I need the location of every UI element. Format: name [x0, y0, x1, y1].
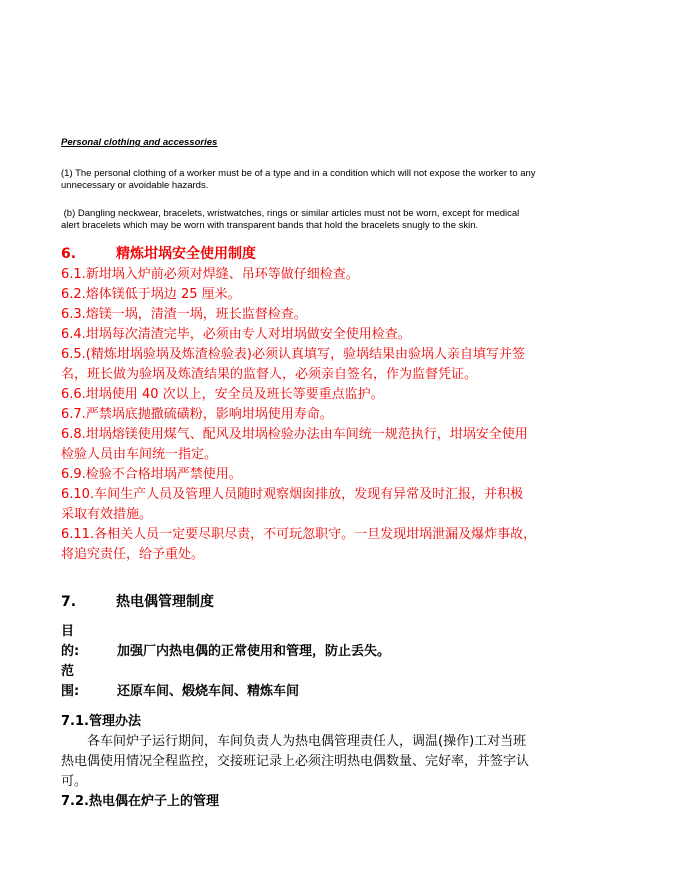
rule-line: 6.4.坩埚每次清渣完毕，必须由专人对坩埚做安全使用检查。	[61, 327, 411, 342]
rule-line: 6.5.(精炼坩埚验埚及炼渣检验表)必须认真填写，验埚结果由验埚人亲自填写并签	[61, 347, 525, 362]
section-number: 7.	[61, 594, 77, 610]
purpose-value: 加强厂内热电偶的正常使用和管理，防止丢失。	[117, 644, 391, 659]
rule-line: 将追究责任，给予重处。	[61, 547, 205, 562]
section-6	[61, 244, 631, 565]
section-title: 精炼坩埚安全使用制度	[116, 246, 256, 262]
rule-line: 6.9.检验不合格坩埚严禁使用。	[61, 467, 242, 482]
paragraph-line: 可。	[61, 774, 88, 789]
scope-line	[61, 662, 631, 702]
text-line: alert bracelets which may be worn with transparent bands that hold the bracelets snugly to the skin.	[61, 220, 479, 231]
rule-line: 6.3.熔镁一埚，清渣一埚，班长监督检查。	[61, 307, 307, 322]
text-line: unnecessary or avoidable hazards.	[61, 180, 209, 191]
section-title: 热电偶管理制度	[116, 594, 214, 610]
text-line: (1) The personal clothing of a worker must be of a type and in a condition which will not expose the worker to any	[61, 168, 536, 179]
rule-line: 名，班长做为验埚及炼渣结果的监督人，必须亲自签名，作为监督凭证。	[61, 367, 478, 382]
rule-line: 6.8.坩埚熔镁使用煤气、配风及坩埚检验办法由车间统一规范执行，坩埚安全使用	[61, 427, 528, 442]
rule-line: 6.1.新坩埚入炉前必须对焊缝、吊环等做仔细检查。	[61, 267, 359, 282]
section-number: 6.	[61, 246, 77, 262]
section-7	[61, 592, 631, 812]
paragraph-line: 热电偶使用情况全程监控，交接班记录上必须注明热电偶数量、完好率，并签字认	[61, 754, 530, 769]
rule-line: 采取有效措施。	[61, 507, 153, 522]
clothing-paragraph-2	[61, 208, 519, 232]
scope-value: 还原车间、煅烧车间、精炼车间	[117, 684, 300, 699]
text-line: (b) Dangling neckwear, bracelets, wristwatches, rings or similar articles must not be worn, except for medical	[61, 208, 520, 219]
clothing-heading: Personal clothing and accessories	[61, 137, 218, 148]
clothing-paragraph-1	[61, 168, 536, 192]
purpose-line	[61, 622, 631, 662]
rule-line: 6.6.坩埚使用 40 次以上，安全员及班长等要重点监护。	[61, 387, 384, 402]
section-7-heading	[61, 592, 631, 612]
rule-line: 检验人员由车间统一指定。	[61, 447, 218, 462]
subsection-heading: 7.1.管理办法	[61, 714, 141, 729]
rule-line: 6.2.熔体镁低于埚边 25 厘米。	[61, 287, 241, 302]
subsection-heading: 7.2.热电偶在炉子上的管理	[61, 794, 219, 809]
rule-line: 6.10.车间生产人员及管理人员随时观察烟囱排放，发现有异常及时汇报，并积极	[61, 487, 524, 502]
section-6-heading	[61, 244, 631, 265]
purpose-label: 目 的:	[61, 624, 101, 659]
scope-label: 范 围:	[61, 664, 101, 699]
rule-line: 6.7.严禁埚底抛撒硫磺粉，影响坩埚使用寿命。	[61, 407, 333, 422]
paragraph-line: 各车间炉子运行期间，车间负责人为热电偶管理责任人，调温(操作)工对当班	[87, 734, 527, 749]
rule-line: 6.11.各相关人员一定要尽职尽责，不可玩忽职守。一旦发现坩埚泄漏及爆炸事故，	[61, 527, 537, 542]
